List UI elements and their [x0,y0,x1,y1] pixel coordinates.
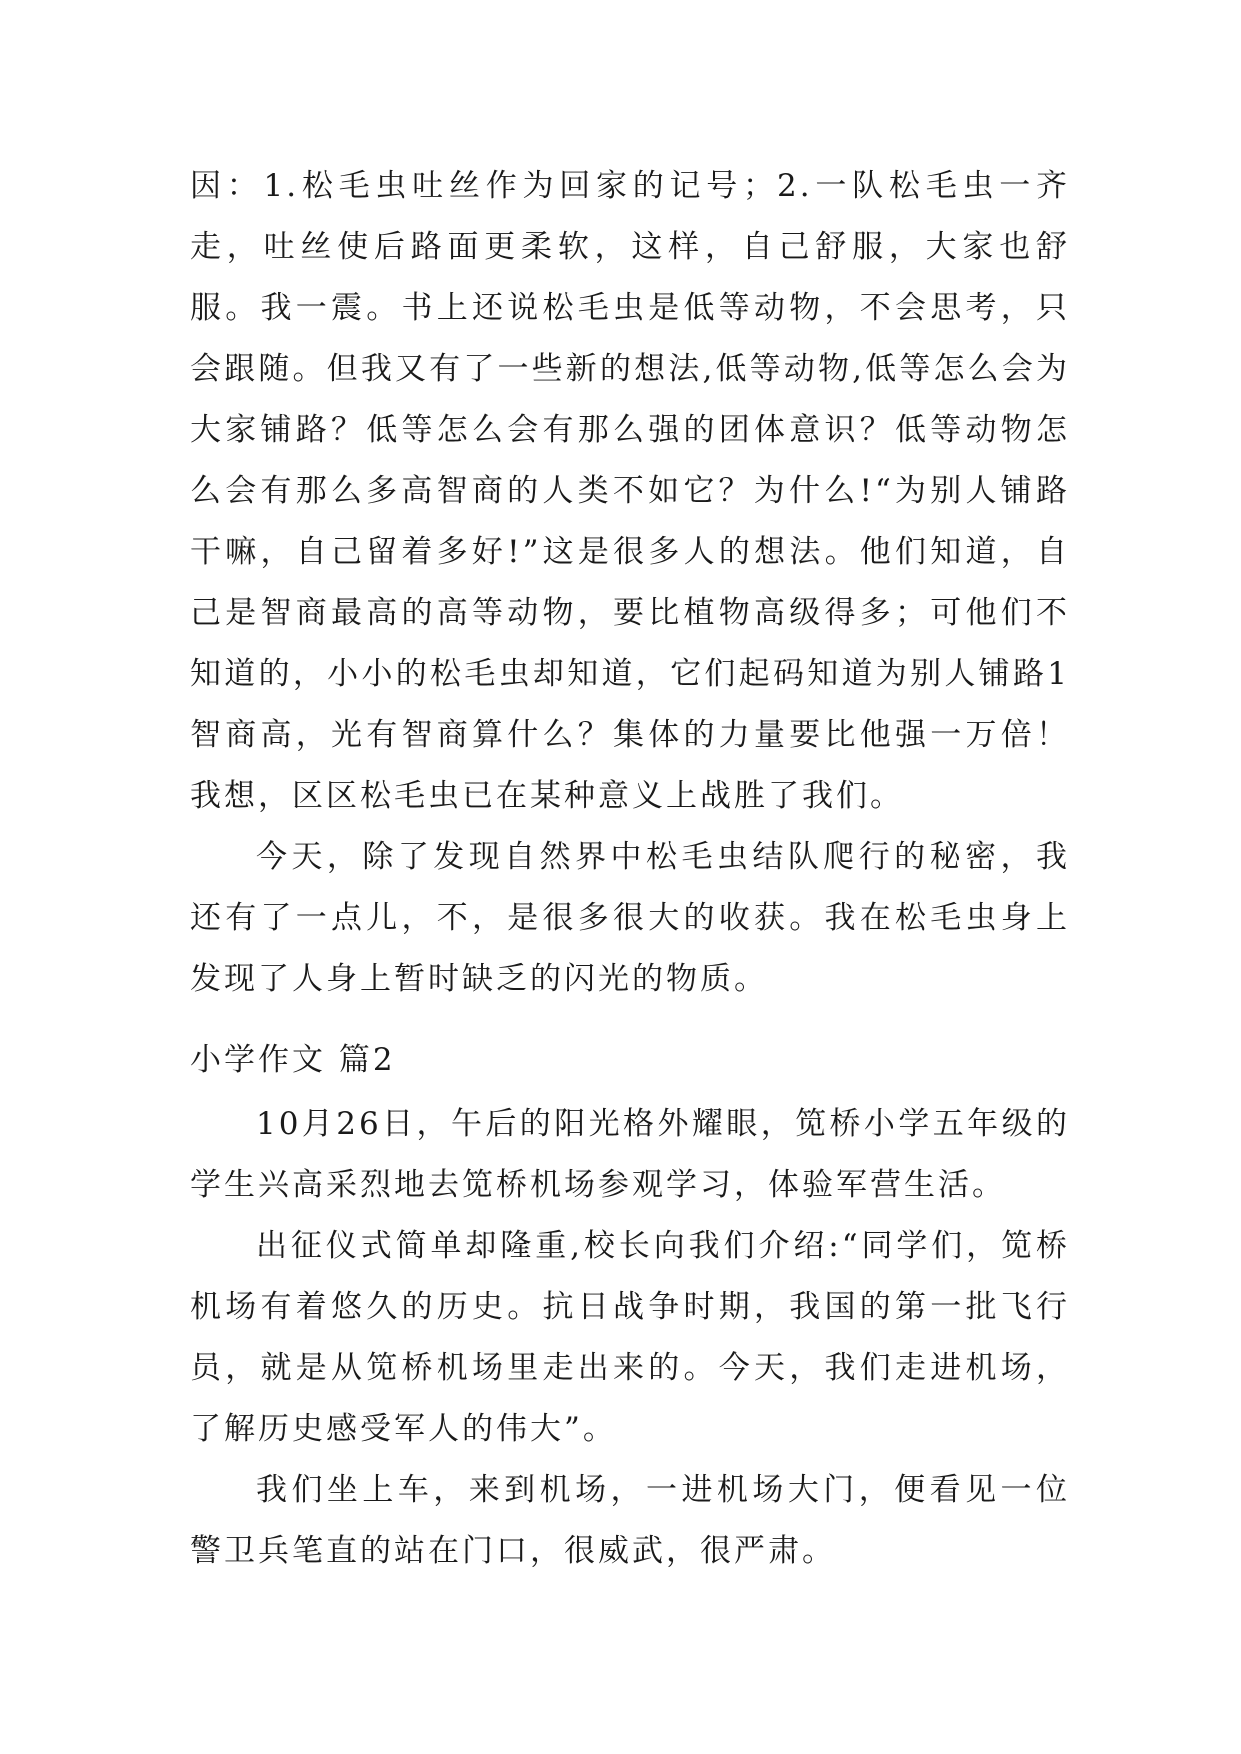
paragraph-pine-caterpillar-reasons: 因：1.松毛虫吐丝作为回家的记号；2.一队松毛虫一齐走，吐丝使后路面更柔软，这样，自己舒服，大家也舒服。我一震。书上还说松毛虫是低等动物，不会思考，只会跟随。但我又有了一些新的想法,低等动物,低等怎么会为大家铺路？低等怎么会有那么强的团体意识？低等动物怎么会有那么多高智商的人类不如它？为什么!“为别人铺路干嘛，自己留着多好!”这是很多人的想法。他们知道，自己是智商最高的高等动物，要比植物高级得多；可他们不知道的，小小的松毛虫却知道，它们起码知道为别人铺路1智商高，光有智商算什么？集体的力量要比他强一万倍！我想，区区松毛虫已在某种意义上战胜了我们。 [190,168,1070,814]
section-heading: 小学作文 篇2 [190,1042,396,1078]
essay-continuation [190,156,1070,1010]
paragraph-arrival: 我们坐上车，来到机场，一进机场大门，便看见一位警卫兵笔直的站在门口，很威武，很严肃。 [190,1472,1070,1569]
paragraph-airport-visit: 10月26日，午后的阳光格外耀眼，笕桥小学五年级的学生兴高采烈地去笕桥机场参观学习，体验军营生活。 [190,1106,1070,1203]
essay-section-2 [190,1030,1070,1582]
paragraph-ceremony: 出征仪式简单却隆重,校长向我们介绍:“同学们，笕桥机场有着悠久的历史。抗日战争时期，我国的第一批飞行员，就是从笕桥机场里走出来的。今天，我们走进机场，了解历史感受军人的伟大”。 [190,1228,1070,1447]
paragraph-today-discovery: 今天，除了发现自然界中松毛虫结队爬行的秘密，我还有了一点儿，不，是很多很大的收获。我在松毛虫身上发现了人身上暂时缺乏的闪光的物质。 [190,839,1070,997]
